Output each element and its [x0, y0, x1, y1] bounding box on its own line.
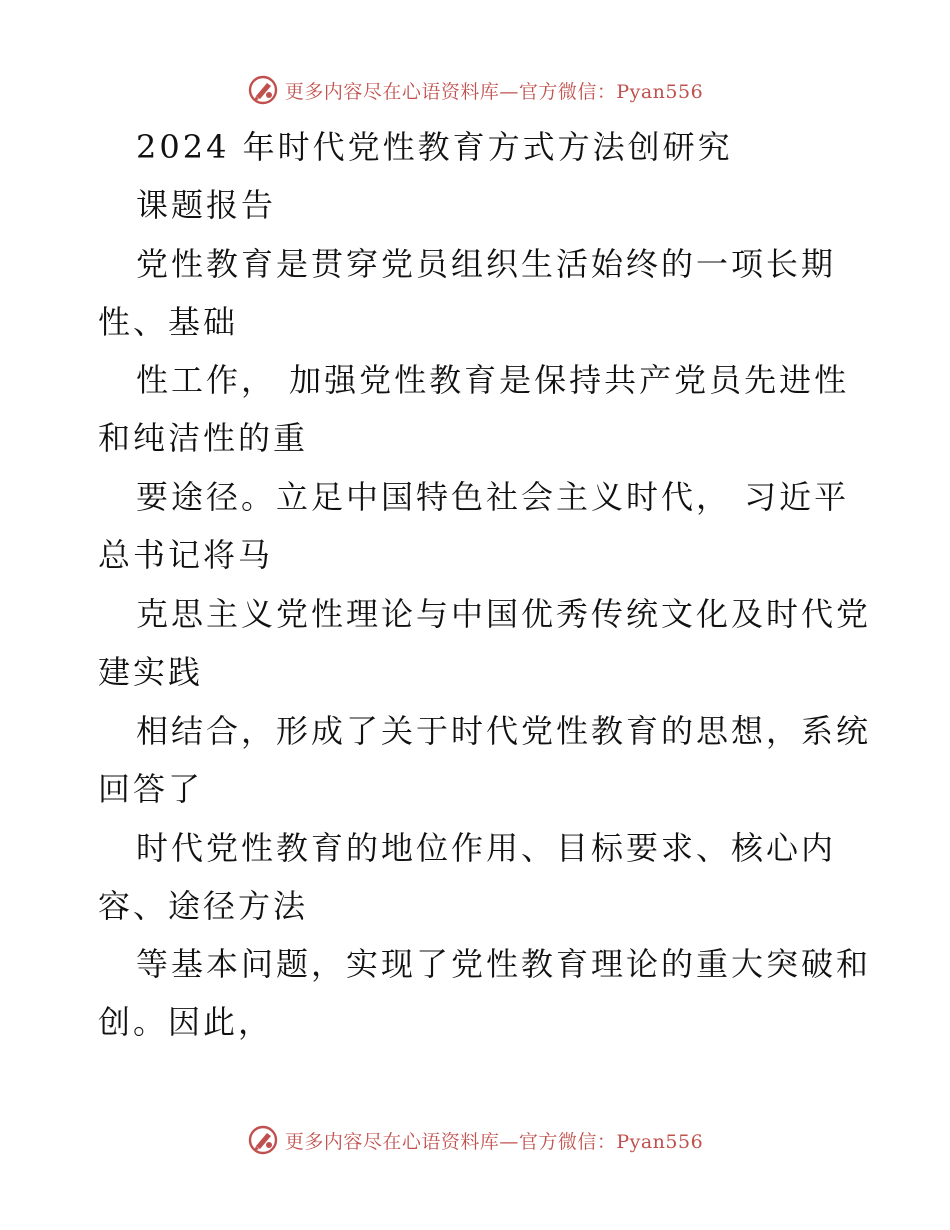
- paragraph-line: 克思主义党性理论与中国优秀传统文化及时代党: [136, 595, 872, 633]
- pen-seal-logo-icon: [247, 74, 279, 106]
- paragraph-line: 性工作， 加强党性教育是保持共产党员先进性: [136, 361, 850, 399]
- paragraph-line: 等基本问题，实现了党性教育理论的重大突破和: [136, 945, 872, 983]
- paragraph-line: 和纯洁性的重: [98, 419, 309, 457]
- watermark-text: 更多内容尽在心语资料库—官方微信：Pyan556: [284, 1130, 704, 1153]
- paragraph-line: 性、基础: [98, 303, 239, 341]
- pen-seal-logo-icon: [247, 1124, 279, 1156]
- paragraph-line: 容、途径方法: [98, 887, 309, 925]
- paragraph-line: 创。因此，: [98, 1003, 274, 1041]
- footer-watermark: [0, 1120, 950, 1160]
- paragraph-line: 要途径。立足中国特色社会主义时代， 习近平: [136, 478, 850, 516]
- paragraph-line: 总书记将马: [98, 536, 274, 574]
- paragraph-line: 相结合，形成了关于时代党性教育的思想，系统: [136, 712, 872, 750]
- paragraph-line: 建实践: [98, 653, 204, 691]
- paragraph-line: 时代党性教育的地位作用、目标要求、核心内: [136, 829, 837, 867]
- document-title: 2024 年时代党性教育方式方法创研究: [136, 128, 733, 166]
- watermark-text: 更多内容尽在心语资料库—官方微信：Pyan556: [284, 80, 704, 103]
- paragraph-line: 党性教育是贯穿党员组织生活始终的一项长期: [136, 245, 837, 283]
- header-watermark: [0, 70, 950, 110]
- document-subtitle: 课题报告: [136, 186, 277, 224]
- paragraph-line: 回答了: [98, 770, 204, 808]
